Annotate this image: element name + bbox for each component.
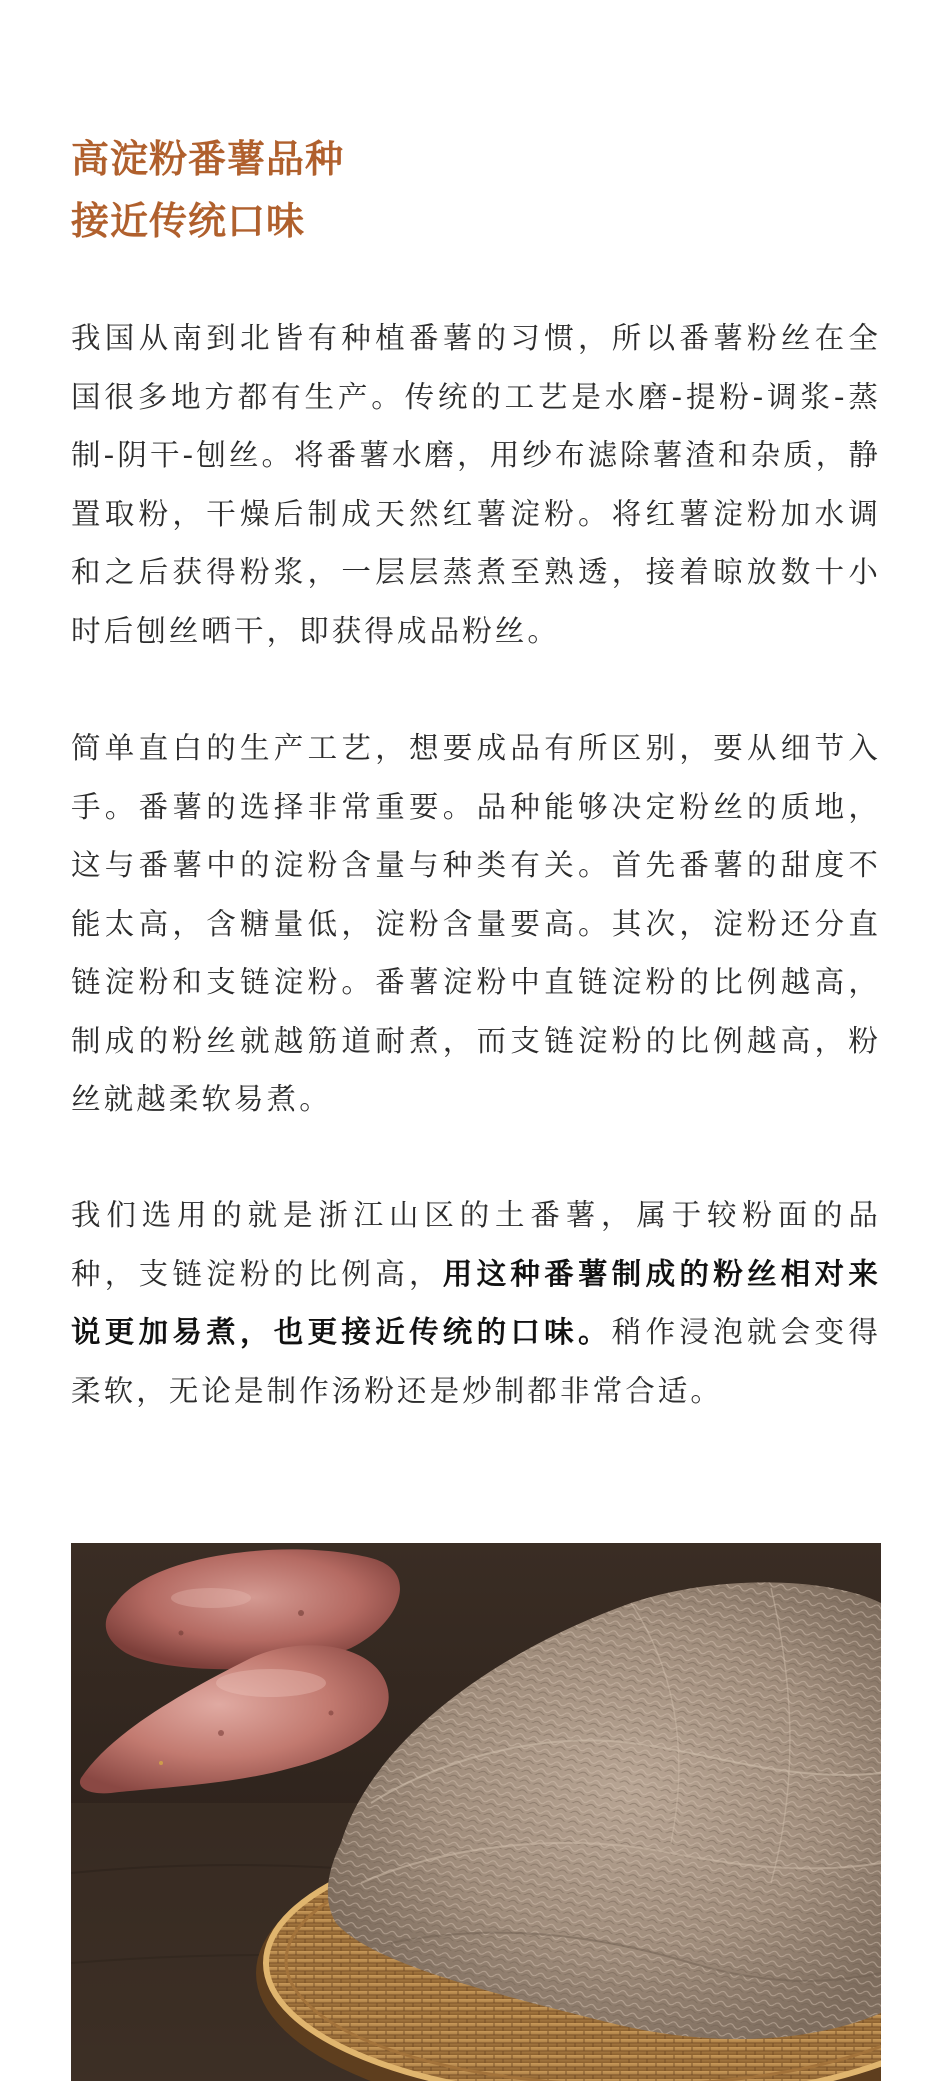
section-heading: [71, 128, 891, 252]
paragraph-choice: [71, 1186, 881, 1420]
paragraph-process: 我国从南到北皆有种植番薯的习惯，所以番薯粉丝在全国很多地方都有生产。传统的工艺是水磨-提粉-调浆-蒸制-阴干-刨丝。将番薯水磨，用纱布滤除薯渣和杂质，静置取粉，干燥后制成天然红薯淀粉。将红薯淀粉加水调和之后获得粉浆，一层层蒸煮至熟透，接着晾放数十小时后刨丝晒干，即获得成品粉丝。: [71, 321, 881, 648]
heading-line-2: 接近传统口味: [71, 199, 306, 243]
paragraph-choice-text-a: 我们选用的就是浙江山区的土番薯，属于较粉面的品种，支链淀粉的比例高，: [71, 1198, 881, 1291]
heading-line-1: 高淀粉番薯品种: [71, 137, 345, 181]
paragraph-variety: 简单直白的生产工艺，想要成品有所区别，要从细节入手。番薯的选择非常重要。品种能够决定粉丝的质地，这与番薯中的淀粉含量与种类有关。首先番薯的甜度不能太高，含糖量低，淀粉含量要高。其次，淀粉还分直链淀粉和支链淀粉。番薯淀粉中直链淀粉的比例越高，制成的粉丝就越筋道耐煮，而支链淀粉的比例越高，粉丝就越柔软易煮。: [71, 731, 881, 1116]
sweet-potato-vermicelli-photo: [71, 1543, 881, 2081]
paragraph-choice-text-b: 稍作浸泡就会变得柔软，无论是制作汤粉还是炒制都非常合适。: [71, 1315, 881, 1408]
paragraph-choice-emphasis: 用这种番薯制成的粉丝相对来说更加易煮，也更接近传统的口味。: [71, 1256, 881, 1349]
